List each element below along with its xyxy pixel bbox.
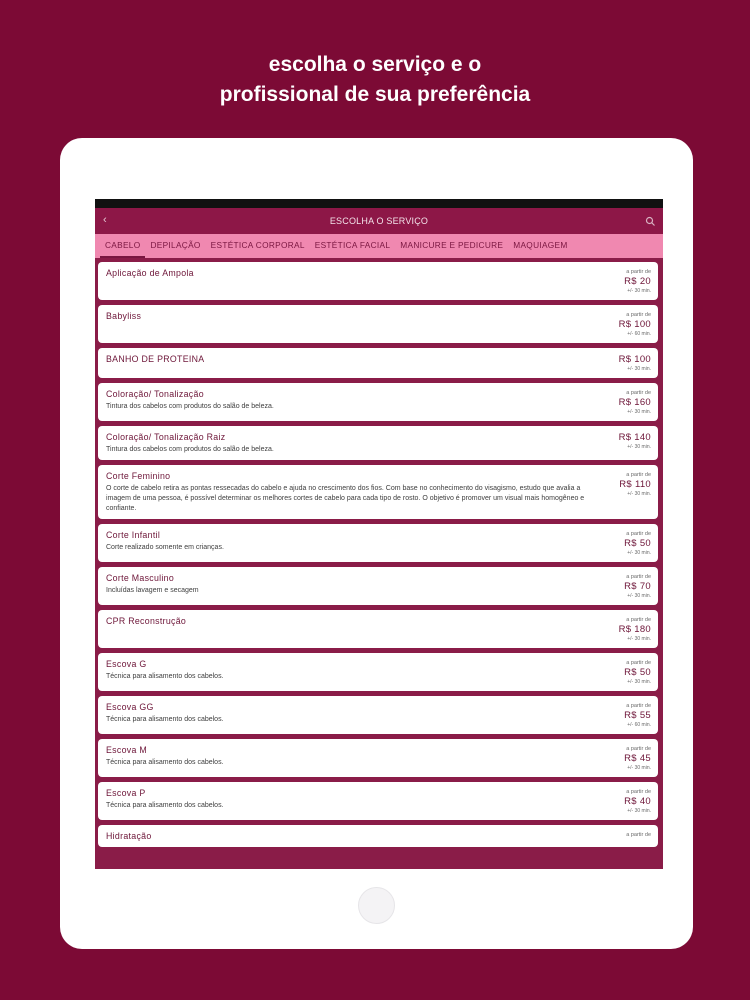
service-duration: +/- 30 min. bbox=[627, 636, 651, 642]
service-price-prefix: a partir de bbox=[626, 703, 651, 709]
service-info bbox=[106, 354, 586, 373]
service-info bbox=[106, 659, 586, 686]
service-price-prefix: a partir de bbox=[626, 390, 651, 396]
service-pricing bbox=[591, 432, 651, 455]
service-list bbox=[95, 258, 663, 847]
service-duration: +/- 30 min. bbox=[627, 288, 651, 294]
service-price-prefix: a partir de bbox=[626, 746, 651, 752]
tab-estética-facial[interactable]: ESTÉTICA FACIAL bbox=[314, 240, 391, 250]
status-bar bbox=[95, 199, 663, 208]
service-duration: +/- 30 min. bbox=[627, 491, 651, 497]
service-duration: +/- 60 min. bbox=[627, 331, 651, 337]
service-name: Escova P bbox=[106, 788, 146, 798]
service-name: BANHO DE PROTEINA bbox=[106, 354, 205, 364]
service-info bbox=[106, 471, 586, 514]
service-description: Técnica para alisamento dos cabelos. bbox=[106, 759, 224, 766]
tab-manicure-e-pedicure[interactable]: MANICURE E PEDICURE bbox=[400, 240, 504, 250]
headline-line-1: escolha o serviço e o bbox=[268, 53, 482, 76]
service-price-prefix: a partir de bbox=[626, 269, 651, 275]
service-price: R$ 55 bbox=[624, 710, 651, 721]
service-name: Hidratação bbox=[106, 831, 152, 841]
service-description: Tintura dos cabelos com produtos do salão de beleza. bbox=[106, 446, 274, 453]
home-button[interactable] bbox=[358, 887, 395, 924]
service-info bbox=[106, 389, 586, 416]
chevron-left-icon[interactable]: ‹ bbox=[103, 214, 107, 226]
tab-depilação[interactable]: DEPILAÇÃO bbox=[150, 240, 201, 250]
tab-cabelo[interactable]: CABELO bbox=[100, 234, 145, 258]
service-info bbox=[106, 530, 586, 557]
service-price: R$ 45 bbox=[624, 753, 651, 764]
service-duration: +/- 30 min. bbox=[627, 593, 651, 599]
service-name: Escova GG bbox=[106, 702, 154, 712]
service-card[interactable] bbox=[98, 348, 658, 378]
service-info bbox=[106, 573, 586, 600]
service-card[interactable] bbox=[98, 262, 658, 300]
service-card[interactable] bbox=[98, 524, 658, 562]
service-info bbox=[106, 702, 586, 729]
service-price-prefix: a partir de bbox=[626, 472, 651, 478]
app-screen bbox=[95, 199, 663, 869]
service-price: R$ 110 bbox=[619, 479, 651, 490]
service-price-prefix: a partir de bbox=[626, 617, 651, 623]
headline bbox=[0, 50, 750, 110]
service-duration: +/- 30 min. bbox=[627, 808, 651, 814]
tab-estética-corporal[interactable]: ESTÉTICA CORPORAL bbox=[210, 240, 305, 250]
service-pricing bbox=[591, 788, 651, 815]
service-price-prefix: a partir de bbox=[626, 312, 651, 318]
service-price-prefix: a partir de bbox=[626, 531, 651, 537]
service-description: Incluídas lavagem e secagem bbox=[106, 587, 199, 594]
service-info bbox=[106, 788, 586, 815]
service-price-prefix: a partir de bbox=[626, 660, 651, 666]
service-card[interactable] bbox=[98, 696, 658, 734]
service-name: Aplicação de Ampola bbox=[106, 268, 194, 278]
tab-maquiagem[interactable]: MAQUIAGEM bbox=[513, 240, 568, 250]
service-card[interactable] bbox=[98, 825, 658, 847]
service-name: Corte Feminino bbox=[106, 471, 171, 481]
service-price: R$ 100 bbox=[618, 354, 651, 365]
service-price: R$ 100 bbox=[618, 319, 651, 330]
service-price: R$ 40 bbox=[624, 796, 651, 807]
service-pricing bbox=[591, 573, 651, 600]
service-duration: +/- 30 min. bbox=[627, 765, 651, 771]
service-card[interactable] bbox=[98, 465, 658, 519]
service-name: Coloração/ Tonalização bbox=[106, 389, 204, 399]
service-duration: +/- 60 min. bbox=[627, 722, 651, 728]
service-pricing bbox=[591, 745, 651, 772]
page-title: ESCOLHA O SERVIÇO bbox=[329, 216, 429, 226]
service-description: Tintura dos cabelos com produtos do salão de beleza. bbox=[106, 403, 274, 410]
service-card[interactable] bbox=[98, 610, 658, 648]
service-card[interactable] bbox=[98, 653, 658, 691]
service-price: R$ 50 bbox=[624, 667, 651, 678]
service-pricing bbox=[591, 389, 651, 416]
service-pricing bbox=[591, 702, 651, 729]
service-price: R$ 50 bbox=[624, 538, 651, 549]
service-duration: +/- 30 min. bbox=[627, 679, 651, 685]
app-bar bbox=[95, 208, 663, 234]
service-pricing bbox=[591, 831, 651, 842]
service-card[interactable] bbox=[98, 567, 658, 605]
service-card[interactable] bbox=[98, 383, 658, 421]
service-pricing bbox=[591, 471, 651, 514]
search-icon[interactable] bbox=[645, 216, 656, 227]
service-pricing bbox=[591, 311, 651, 338]
service-info bbox=[106, 432, 586, 455]
service-name: Babyliss bbox=[106, 311, 142, 321]
service-duration: +/- 30 min. bbox=[627, 409, 651, 415]
service-price: R$ 70 bbox=[624, 581, 651, 592]
headline-line-2: profissional de sua preferência bbox=[219, 83, 531, 106]
service-info bbox=[106, 745, 586, 772]
service-info bbox=[106, 311, 586, 338]
service-pricing bbox=[591, 530, 651, 557]
service-name: CPR Reconstrução bbox=[106, 616, 187, 626]
service-duration: +/- 30 min. bbox=[627, 550, 651, 556]
service-price-prefix: a partir de bbox=[626, 832, 651, 838]
service-pricing bbox=[591, 616, 651, 643]
service-description: Técnica para alisamento dos cabelos. bbox=[106, 716, 224, 723]
service-description: O corte de cabelo retira as pontas ressecadas do cabelo e ajuda no crescimento dos fios. Com base no conhecimento do visagismo, estudo que avalia a imagem de uma pessoa, é possível determinar os melhores cortes de cabelo para cada tipo de rosto. O objetivo é promover um visual mais homogêneo e confiante. bbox=[106, 485, 585, 512]
service-card[interactable] bbox=[98, 305, 658, 343]
service-name: Corte Masculino bbox=[106, 573, 175, 583]
category-tabs bbox=[95, 234, 663, 258]
service-card[interactable] bbox=[98, 782, 658, 820]
service-price: R$ 140 bbox=[618, 432, 651, 443]
service-price: R$ 180 bbox=[618, 624, 651, 635]
service-price-prefix: a partir de bbox=[626, 574, 651, 580]
service-price: R$ 160 bbox=[618, 397, 651, 408]
service-pricing bbox=[591, 659, 651, 686]
service-description: Corte realizado somente em crianças. bbox=[106, 544, 224, 551]
service-description: Técnica para alisamento dos cabelos. bbox=[106, 802, 224, 809]
service-name: Coloração/ Tonalização Raiz bbox=[106, 432, 226, 442]
service-info bbox=[106, 268, 586, 295]
service-info bbox=[106, 831, 586, 842]
service-price-prefix: a partir de bbox=[626, 789, 651, 795]
service-card[interactable] bbox=[98, 426, 658, 460]
service-info bbox=[106, 616, 586, 643]
service-pricing bbox=[591, 268, 651, 295]
tablet-frame bbox=[60, 138, 693, 949]
service-pricing bbox=[591, 354, 651, 373]
service-description: Técnica para alisamento dos cabelos. bbox=[106, 673, 224, 680]
service-duration: +/- 30 min. bbox=[627, 444, 651, 450]
service-duration: +/- 30 min. bbox=[627, 366, 651, 372]
service-card[interactable] bbox=[98, 739, 658, 777]
service-name: Corte Infantil bbox=[106, 530, 161, 540]
service-price: R$ 20 bbox=[624, 276, 651, 287]
service-name: Escova G bbox=[106, 659, 147, 669]
service-name: Escova M bbox=[106, 745, 148, 755]
